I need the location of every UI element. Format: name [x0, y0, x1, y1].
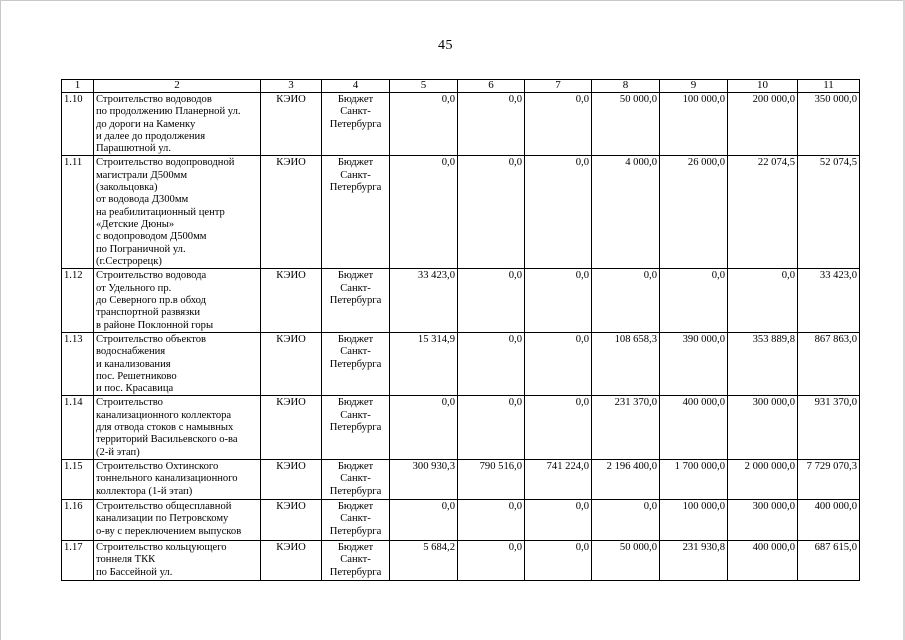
- item-name-line: тоннеля ТКК: [96, 554, 156, 566]
- funding-source: [322, 332, 390, 395]
- amount-7: 0,0: [525, 499, 592, 540]
- amount-6: 0,0: [458, 396, 525, 459]
- item-name-line: по продолжению Планерной ул.: [96, 106, 241, 118]
- funding-source: [322, 459, 390, 499]
- funding-source-line: Петербурга: [329, 358, 382, 370]
- amount-8: 0,0: [592, 269, 660, 332]
- amount-11: 7 729 070,3: [798, 459, 860, 499]
- item-number: 1.15: [62, 459, 94, 499]
- amount-9: 1 700 000,0: [660, 459, 728, 499]
- item-name-line: водоснабжения: [96, 346, 166, 358]
- amount-7: 741 224,0: [525, 459, 592, 499]
- amount-9: 26 000,0: [660, 156, 728, 269]
- table-row: [62, 540, 860, 580]
- amount-5: 15 314,9: [390, 332, 458, 395]
- amount-10: 200 000,0: [728, 93, 798, 156]
- funding-source-line: Бюджет: [337, 541, 374, 553]
- item-name-line: и далее до продолжения: [96, 130, 206, 142]
- amount-6: 790 516,0: [458, 459, 525, 499]
- item-name-line: от водовода Д300мм: [96, 194, 189, 206]
- item-name-line: тоннельного канализационного: [96, 473, 238, 485]
- funding-source-line: Петербурга: [329, 566, 382, 578]
- item-name-line: Строительство водовода: [96, 270, 207, 282]
- amount-6: 0,0: [458, 499, 525, 540]
- column-number: 9: [660, 80, 728, 93]
- scan-border-top: [0, 0, 905, 1]
- item-name-line: Строительство: [96, 397, 163, 409]
- amount-8: 231 370,0: [592, 396, 660, 459]
- amount-10: 400 000,0: [728, 540, 798, 580]
- amount-9: 100 000,0: [660, 499, 728, 540]
- amount-8: 4 000,0: [592, 156, 660, 269]
- amount-7: 0,0: [525, 156, 592, 269]
- funding-source-line: Бюджет: [337, 500, 374, 512]
- column-number: 5: [390, 80, 458, 93]
- executor: КЭИО: [261, 540, 322, 580]
- amount-6: 0,0: [458, 156, 525, 269]
- item-name-line: коллектора (1-й этап): [96, 485, 193, 497]
- funding-source-line: Санкт-: [340, 282, 371, 294]
- item-name-line: и канализования: [96, 358, 171, 370]
- item-number: 1.12: [62, 269, 94, 332]
- funding-source-line: Петербурга: [329, 118, 382, 130]
- executor: КЭИО: [261, 459, 322, 499]
- item-name-line: Строительство кольцующего: [96, 541, 227, 553]
- amount-9: 231 930,8: [660, 540, 728, 580]
- amount-7: 0,0: [525, 269, 592, 332]
- amount-11: 931 370,0: [798, 396, 860, 459]
- item-name: [94, 332, 261, 395]
- item-name: [94, 269, 261, 332]
- item-name-line: на реабилитационный центр: [96, 206, 225, 218]
- funding-source-line: Санкт-: [340, 409, 371, 421]
- item-name-line: для отвода стоков с намывных: [96, 422, 234, 434]
- amount-10: 300 000,0: [728, 499, 798, 540]
- column-number: 6: [458, 80, 525, 93]
- amount-5: 5 684,2: [390, 540, 458, 580]
- amount-5: 33 423,0: [390, 269, 458, 332]
- amount-5: 0,0: [390, 156, 458, 269]
- scan-border-left: [0, 0, 1, 640]
- item-name-line: до дороги на Каменку: [96, 118, 196, 130]
- table-row: [62, 459, 860, 499]
- amount-6: 0,0: [458, 93, 525, 156]
- item-name: [94, 156, 261, 269]
- funding-source: [322, 93, 390, 156]
- item-name-line: «Детские Дюны»: [96, 218, 175, 230]
- executor: КЭИО: [261, 499, 322, 540]
- item-name: [94, 459, 261, 499]
- item-name-line: и пос. Красавица: [96, 383, 174, 395]
- column-number: 10: [728, 80, 798, 93]
- funding-source-line: Бюджет: [337, 94, 374, 105]
- table-row: [62, 269, 860, 332]
- funding-source-line: Санкт-: [340, 346, 371, 358]
- amount-8: 50 000,0: [592, 540, 660, 580]
- amount-7: 0,0: [525, 332, 592, 395]
- funding-source-line: Бюджет: [337, 270, 374, 282]
- funding-source-line: Петербурга: [329, 295, 382, 307]
- item-name-line: канализационного коллектора: [96, 409, 232, 421]
- item-name-line: Строительство водоводов: [96, 94, 212, 105]
- item-name: [94, 499, 261, 540]
- item-name-line: Строительство общесплавной: [96, 500, 232, 512]
- funding-source-line: Санкт-: [340, 554, 371, 566]
- item-name-line: транспортной развязки: [96, 307, 201, 319]
- column-number: 2: [94, 80, 261, 93]
- item-name: [94, 396, 261, 459]
- table-row: [62, 93, 860, 156]
- item-name: [94, 540, 261, 580]
- amount-11: 400 000,0: [798, 499, 860, 540]
- funding-source-line: Петербурга: [329, 525, 382, 537]
- amount-9: 390 000,0: [660, 332, 728, 395]
- item-name-line: магистрали Д500мм: [96, 169, 188, 181]
- executor: КЭИО: [261, 332, 322, 395]
- item-number: 1.17: [62, 540, 94, 580]
- item-name-line: о-ву с переключением выпусков: [96, 525, 242, 537]
- amount-11: 52 074,5: [798, 156, 860, 269]
- funding-source-line: Петербурга: [329, 422, 382, 434]
- column-number: 4: [322, 80, 390, 93]
- item-name-line: Строительство объектов: [96, 333, 207, 345]
- item-name-line: Парашютной ул.: [96, 143, 171, 155]
- funding-source-line: Бюджет: [337, 157, 374, 169]
- funding-source-line: Санкт-: [340, 513, 371, 525]
- amount-6: 0,0: [458, 332, 525, 395]
- amount-5: 0,0: [390, 93, 458, 156]
- column-number: 8: [592, 80, 660, 93]
- column-number-row: [62, 80, 860, 93]
- item-name: [94, 93, 261, 156]
- funding-source-line: Петербурга: [329, 485, 382, 497]
- item-name-line: канализации по Петровскому: [96, 513, 229, 525]
- funding-source: [322, 396, 390, 459]
- item-name-line: территорий Васильевского о-ва: [96, 434, 238, 446]
- item-name-line: пос. Решетниково: [96, 370, 177, 382]
- executor: КЭИО: [261, 156, 322, 269]
- table-row: [62, 499, 860, 540]
- amount-10: 300 000,0: [728, 396, 798, 459]
- item-name-line: до Северного пр.в обход: [96, 295, 206, 307]
- amount-8: 108 658,3: [592, 332, 660, 395]
- funding-source-line: Санкт-: [340, 106, 371, 118]
- amount-11: 687 615,0: [798, 540, 860, 580]
- table-row: [62, 332, 860, 395]
- amount-10: 0,0: [728, 269, 798, 332]
- column-number: 11: [798, 80, 860, 93]
- funding-source: [322, 540, 390, 580]
- column-number: 7: [525, 80, 592, 93]
- item-name-line: с водопроводом Д500мм: [96, 231, 207, 243]
- funding-source-line: Бюджет: [337, 460, 374, 472]
- amount-6: 0,0: [458, 269, 525, 332]
- item-number: 1.13: [62, 332, 94, 395]
- item-name-line: Строительство Охтинского: [96, 460, 219, 472]
- funding-source-line: Петербурга: [329, 182, 382, 194]
- item-name-line: от Удельного пр.: [96, 282, 172, 294]
- table-row: [62, 156, 860, 269]
- funding-source-line: Санкт-: [340, 473, 371, 485]
- funding-source-line: Бюджет: [337, 397, 374, 409]
- amount-9: 0,0: [660, 269, 728, 332]
- item-number: 1.10: [62, 93, 94, 156]
- amount-9: 100 000,0: [660, 93, 728, 156]
- budget-table: [61, 79, 860, 581]
- executor: КЭИО: [261, 269, 322, 332]
- item-number: 1.11: [62, 156, 94, 269]
- item-name-line: по Бассейной ул.: [96, 566, 173, 578]
- amount-11: 33 423,0: [798, 269, 860, 332]
- executor: КЭИО: [261, 396, 322, 459]
- amount-8: 50 000,0: [592, 93, 660, 156]
- amount-8: 0,0: [592, 499, 660, 540]
- amount-7: 0,0: [525, 540, 592, 580]
- executor: КЭИО: [261, 93, 322, 156]
- amount-7: 0,0: [525, 93, 592, 156]
- funding-source: [322, 156, 390, 269]
- amount-10: 353 889,8: [728, 332, 798, 395]
- amount-5: 0,0: [390, 499, 458, 540]
- amount-11: 867 863,0: [798, 332, 860, 395]
- column-number: 3: [261, 80, 322, 93]
- funding-source-line: Бюджет: [337, 333, 374, 345]
- table-row: [62, 396, 860, 459]
- amount-7: 0,0: [525, 396, 592, 459]
- amount-5: 0,0: [390, 396, 458, 459]
- amount-6: 0,0: [458, 540, 525, 580]
- item-name-line: по Пограничной ул.: [96, 243, 186, 255]
- item-name-line: (г.Сестрорецк): [96, 255, 162, 267]
- item-name-line: в районе Поклонной горы: [96, 319, 214, 331]
- amount-8: 2 196 400,0: [592, 459, 660, 499]
- amount-10: 22 074,5: [728, 156, 798, 269]
- item-name-line: (2-й этап): [96, 446, 140, 458]
- funding-source: [322, 499, 390, 540]
- amount-10: 2 000 000,0: [728, 459, 798, 499]
- funding-source-line: Санкт-: [340, 169, 371, 181]
- item-number: 1.16: [62, 499, 94, 540]
- item-name-line: (закольцовка): [96, 182, 158, 194]
- amount-11: 350 000,0: [798, 93, 860, 156]
- funding-source: [322, 269, 390, 332]
- page-number: 45: [438, 38, 453, 53]
- amount-9: 400 000,0: [660, 396, 728, 459]
- amount-5: 300 930,3: [390, 459, 458, 499]
- item-name-line: Строительство водопроводной: [96, 157, 235, 169]
- item-number: 1.14: [62, 396, 94, 459]
- column-number: 1: [62, 80, 94, 93]
